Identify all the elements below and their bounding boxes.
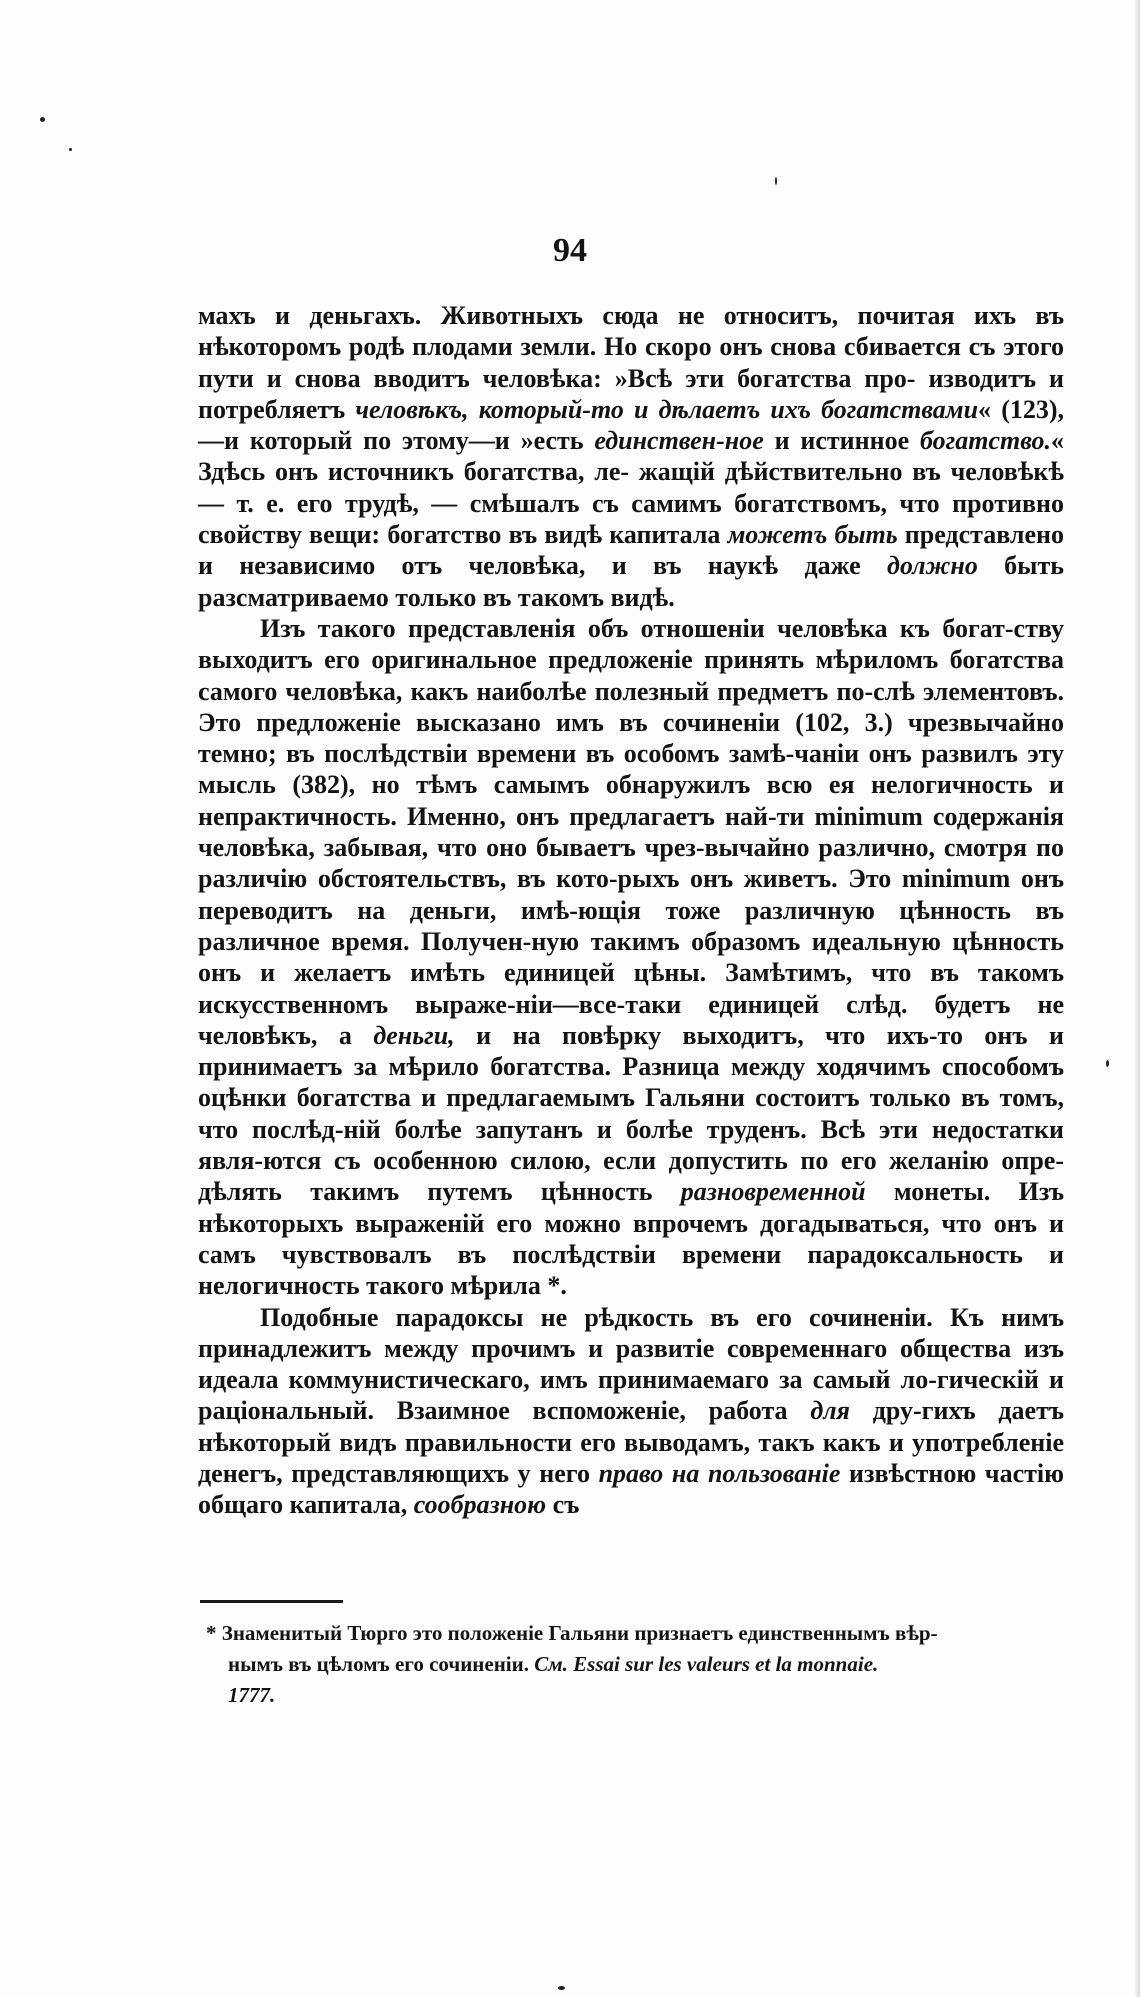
text-line: и истинное — [763, 426, 920, 456]
scan-speck — [775, 177, 777, 185]
paragraph-text: монеты. Изъ нѣкоторыхъ выраженій его можно впрочемъ догадываться, что онъ и самъ чувствовалъ въ послѣдствіи времени парадоксальность и нелогичность такого мѣрила *. — [198, 1177, 1064, 1301]
paragraph-text: Изъ такого представленія объ отношеніи человѣка къ богат-ству выходитъ его оригинальное предложеніе принять мѣриломъ богатства самого человѣка, какъ наиболѣе полезный предметъ по-слѣ элементовъ. Это предложеніе высказано имъ въ сочиненіи (102, 3.) чрезвычайно темно; въ послѣдствіи времени въ особомъ замѣ-чаніи онъ развилъ эту мысль (382), но тѣмъ самымъ обнаружилъ всю ея нелогичность и непрактичность. Именно, онъ предлагаетъ най-ти minimum содержанія человѣка, забывая, что оно бываетъ чрез-вычайно различно, смотря по различію обстоятельствъ, въ кото-рыхъ онъ живетъ. Это minimum онъ переводитъ на деньги, имѣ-ющія тоже различную цѣнность въ различное время. Получен-ную такимъ образомъ идеальную цѣнность онъ и желаетъ имѣть единицей цѣны. Замѣтимъ, что въ такомъ искусственномъ выраже-ніи—все-таки единицей слѣд. будетъ не человѣкъ, а — [198, 613, 1064, 1050]
italic-text: для — [810, 1396, 850, 1426]
paragraph-text: съ — [546, 1490, 580, 1520]
italic-text: разновременной — [680, 1177, 866, 1207]
text-line: представлено и независимо отъ — [198, 520, 1065, 581]
text-line: въ видѣ капитала — [508, 520, 728, 550]
italic-text: ное — [724, 426, 764, 456]
text-line: жащій дѣйствительно въ человѣкѣ — т. е. его трудѣ, — смѣшалъ — [198, 457, 1065, 518]
footnote-reference: См. Essai sur les valeurs et la monnaie. — [534, 1652, 879, 1676]
footnote-continuation — [206, 1649, 1066, 1711]
paragraph-text: извѣстною частію общаго капитала, — [198, 1458, 1064, 1520]
text-line: въ такомъ видѣ. — [482, 582, 675, 612]
text-line: быть разсматриваемо только — [198, 551, 1065, 612]
paragraph-3 — [198, 1302, 1064, 1521]
text-line: съ этого пути и снова вводитъ человѣка: »Всѣ эти богатства про- — [198, 332, 1065, 393]
footnote-marker: * — [206, 1621, 217, 1645]
italic-text: единствен- — [594, 426, 725, 456]
scan-speck — [69, 148, 72, 151]
text-line: нѣкоторомъ родѣ плодами земли. Но скоро онъ снова сбивается — [198, 332, 961, 362]
text-line: человѣка, и въ наукѣ даже — [468, 551, 888, 581]
text-line: махъ и деньгахъ. Животныхъ сюда не относитъ, почитая ихъ въ — [198, 301, 1064, 330]
page-number: 94 — [553, 232, 587, 269]
paragraph-text: Подобные парадоксы не рѣдкость въ его сочиненіи. Къ нимъ принадлежитъ между прочимъ и развитіе современнаго общества изъ идеала коммунистическаго, имъ принимаемаго за самый ло-гическій и раціональный. Взаимное вспоможеніе, работа — [198, 1302, 1064, 1426]
italic-text: можетъ быть — [727, 520, 898, 550]
italic-text: богатство. — [920, 426, 1051, 456]
paragraph-text: дру-гихъ даетъ нѣкоторый видъ правильности его выводамъ, такъ какъ и употребленіе денегъ, представляющихъ у него — [198, 1396, 1064, 1488]
footnote-text: Знаменитый Тюрго это положеніе Гальяни признаетъ единственнымъ вѣр- — [221, 1621, 938, 1645]
italic-text: деньги, — [373, 1020, 455, 1050]
scan-speck — [1106, 1060, 1109, 1067]
page-edge-shadow — [1134, 0, 1140, 1997]
main-text — [198, 300, 1064, 1521]
text-line: съ самимъ богатствомъ, что противно свойству вещи: богатство — [198, 488, 1064, 550]
footnote — [206, 1618, 1066, 1711]
footnote-divider — [200, 1600, 343, 1603]
italic-text: право на пользованіе — [598, 1458, 841, 1488]
italic-text: сообразною — [413, 1490, 547, 1520]
paragraph-1 — [198, 300, 1064, 613]
italic-text: должно — [887, 551, 978, 581]
italic-text: человѣкъ, который-то и дѣлаетъ ихъ — [355, 394, 811, 424]
footnote-year: 1777. — [228, 1683, 276, 1707]
paragraph-text: и на повѣрку выходитъ, что ихъ-то онъ и принимаетъ за мѣрило богатства. Разница между ходячимъ способомъ оцѣнки богатства и предлагаемымъ Гальяни состоитъ только въ томъ, что послѣд-ній болѣе запутанъ и болѣе труденъ. Всѣ эти недостатки явля-ются съ особенною силою, если допустить по его желанію опре-дѣлять такимъ путемъ цѣнность — [198, 1020, 1064, 1207]
scan-speck — [40, 117, 45, 122]
footnote-text: нымъ въ цѣломъ его сочиненіи. — [228, 1652, 535, 1676]
text-line: « (123),—и который по этому—и »есть — [198, 394, 1065, 456]
paragraph-2 — [198, 613, 1064, 1302]
text-line: « Здѣсь онъ источникъ богатства, ле- — [198, 426, 1064, 487]
scan-speck — [558, 1986, 565, 1990]
text-line: изводитъ и потребляетъ — [198, 363, 1065, 424]
italic-text: богатствами — [821, 394, 979, 424]
